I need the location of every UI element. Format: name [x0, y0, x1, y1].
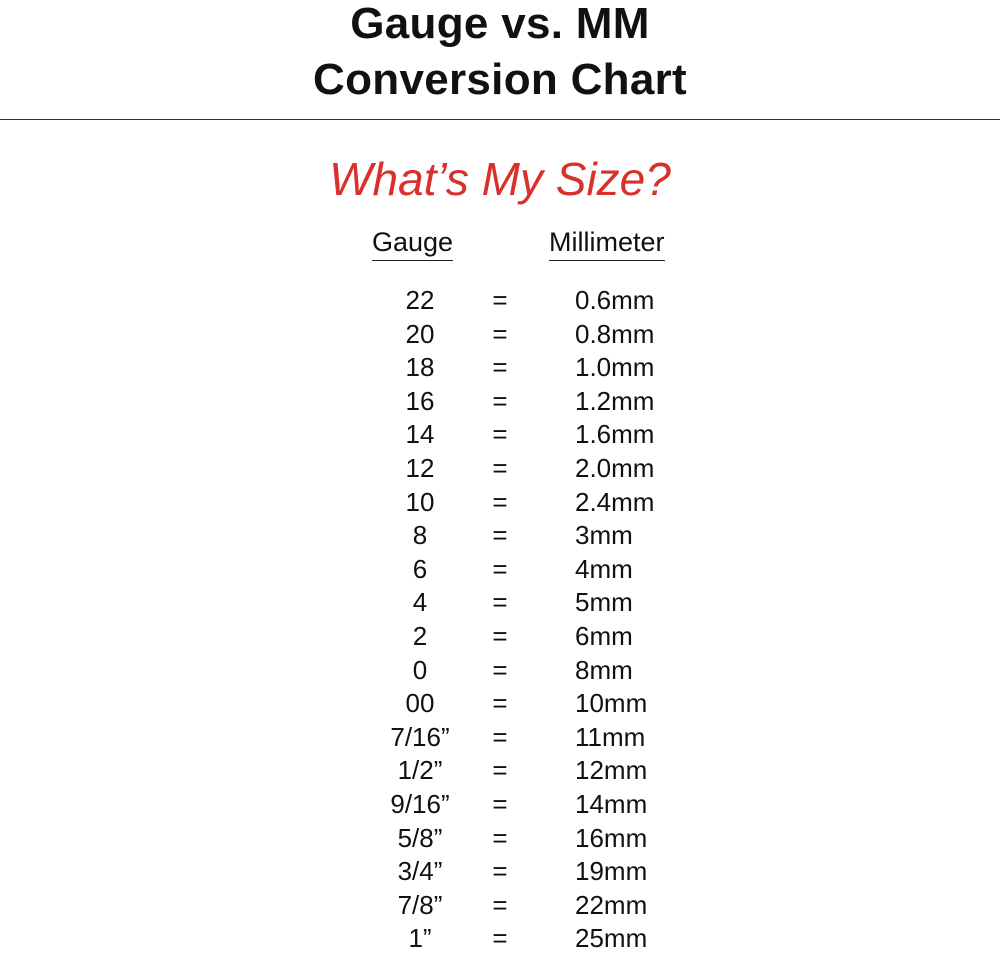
- conversion-table: [0, 284, 1000, 956]
- table-row: [0, 385, 1000, 419]
- millimeter-value: 8mm: [575, 654, 633, 685]
- millimeter-value: 22mm: [575, 889, 648, 920]
- gauge-value: 4: [412, 587, 428, 618]
- gauge-value: 7/8”: [397, 889, 443, 920]
- table-row: [0, 687, 1000, 721]
- millimeter-value: 3mm: [575, 520, 633, 551]
- millimeter-value: 14mm: [575, 788, 648, 819]
- title-divider: [0, 119, 1000, 120]
- gauge-value: 1/2”: [397, 755, 443, 786]
- page-title-line-2: Conversion Chart: [313, 55, 687, 104]
- gauge-value: 22: [405, 285, 435, 315]
- table-row: [0, 822, 1000, 856]
- equals-sign: =: [492, 822, 508, 853]
- millimeter-value: 19mm: [575, 856, 648, 887]
- table-row: [0, 553, 1000, 587]
- table-row: [0, 284, 1000, 318]
- table-row: [0, 754, 1000, 788]
- table-row: [0, 721, 1000, 755]
- equals-sign: =: [492, 553, 508, 584]
- gauge-value: 0: [412, 654, 428, 685]
- millimeter-value: 1.0mm: [575, 352, 655, 383]
- gauge-value: 1”: [408, 923, 432, 954]
- gauge-value: 00: [405, 688, 435, 719]
- gauge-value: 9/16”: [390, 788, 450, 819]
- table-row: [0, 586, 1000, 620]
- millimeter-value: 0.6mm: [575, 285, 655, 315]
- gauge-value: 18: [405, 352, 435, 383]
- gauge-value: 12: [405, 452, 435, 483]
- equals-sign: =: [492, 654, 508, 685]
- gauge-value: 10: [405, 486, 435, 517]
- gauge-value: 7/16”: [390, 721, 450, 752]
- millimeter-value: 1.2mm: [575, 385, 655, 416]
- equals-sign: =: [492, 788, 508, 819]
- millimeter-value: 2.0mm: [575, 452, 655, 483]
- equals-sign: =: [492, 587, 508, 618]
- millimeter-value: 6mm: [575, 620, 633, 651]
- table-row: [0, 654, 1000, 688]
- column-header-gauge: Gauge: [372, 229, 453, 261]
- table-row: [0, 889, 1000, 923]
- gauge-value: 16: [405, 385, 435, 416]
- equals-sign: =: [492, 688, 508, 719]
- table-row: [0, 486, 1000, 520]
- millimeter-value: 10mm: [575, 688, 648, 719]
- table-row: [0, 318, 1000, 352]
- page-title-line-1: Gauge vs. MM: [350, 0, 650, 48]
- equals-sign: =: [492, 419, 508, 450]
- millimeter-value: 1.6mm: [575, 419, 655, 450]
- equals-sign: =: [492, 889, 508, 920]
- equals-sign: =: [492, 318, 508, 349]
- equals-sign: =: [492, 352, 508, 383]
- table-row: [0, 351, 1000, 385]
- equals-sign: =: [492, 486, 508, 517]
- equals-sign: =: [492, 856, 508, 887]
- gauge-value: 20: [405, 318, 435, 349]
- table-row: [0, 788, 1000, 822]
- millimeter-value: 2.4mm: [575, 486, 655, 517]
- subtitle: What’s My Size?: [329, 153, 671, 205]
- equals-sign: =: [492, 520, 508, 551]
- equals-sign: =: [492, 923, 508, 954]
- millimeter-value: 5mm: [575, 587, 633, 618]
- equals-sign: =: [492, 385, 508, 416]
- table-row: [0, 620, 1000, 654]
- equals-sign: =: [492, 620, 508, 651]
- table-row: [0, 452, 1000, 486]
- table-row: [0, 418, 1000, 452]
- millimeter-value: 16mm: [575, 822, 648, 853]
- gauge-value: 6: [412, 553, 428, 584]
- equals-sign: =: [492, 755, 508, 786]
- gauge-value: 3/4”: [397, 856, 443, 887]
- equals-sign: =: [492, 285, 508, 315]
- gauge-value: 5/8”: [397, 822, 443, 853]
- table-row: [0, 519, 1000, 553]
- gauge-value: 2: [412, 620, 428, 651]
- millimeter-value: 12mm: [575, 755, 648, 786]
- millimeter-value: 11mm: [575, 721, 646, 752]
- column-header-millimeter: Millimeter: [549, 229, 665, 261]
- millimeter-value: 0.8mm: [575, 318, 655, 349]
- millimeter-value: 4mm: [575, 553, 633, 584]
- gauge-value: 8: [412, 520, 428, 551]
- table-row: [0, 855, 1000, 889]
- equals-sign: =: [492, 452, 508, 483]
- gauge-value: 14: [405, 419, 435, 450]
- millimeter-value: 25mm: [575, 923, 648, 954]
- equals-sign: =: [492, 721, 508, 752]
